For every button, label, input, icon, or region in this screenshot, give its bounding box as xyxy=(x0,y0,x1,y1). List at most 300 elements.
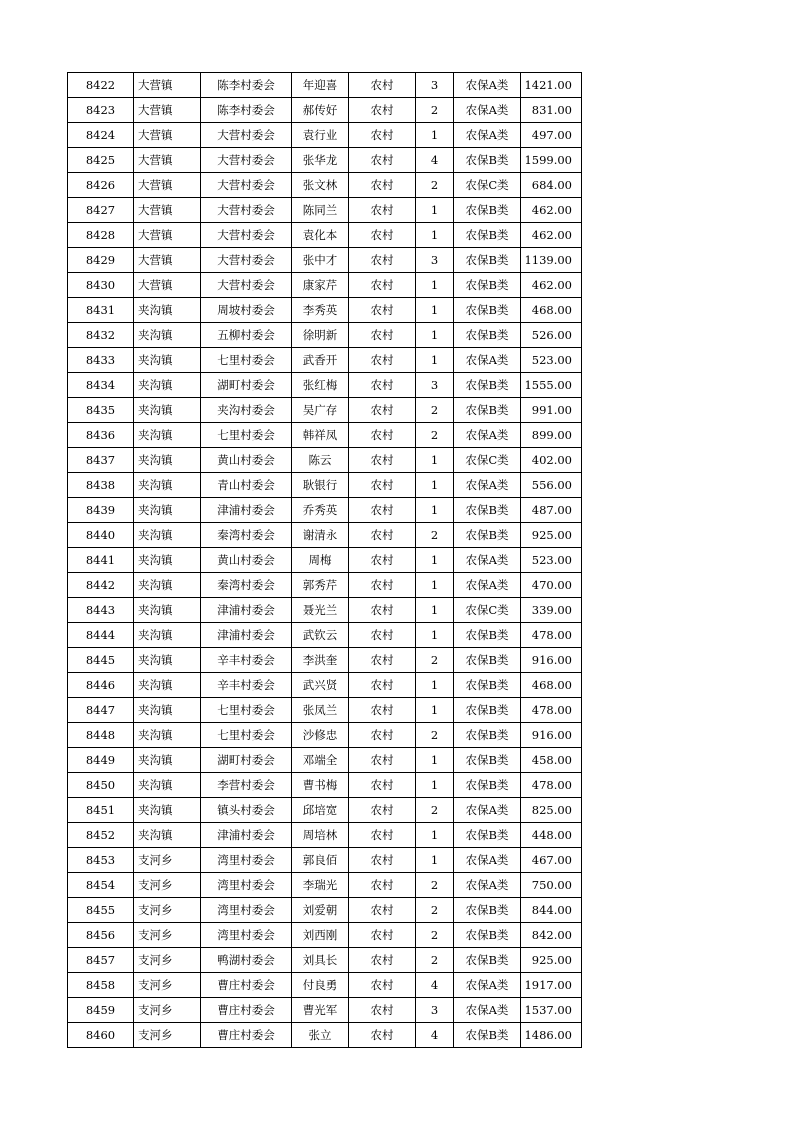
table-row xyxy=(68,348,582,373)
amount-cell: 1599.00 xyxy=(521,148,582,173)
category-cell: 农保B类 xyxy=(454,373,521,398)
town-cell: 大营镇 xyxy=(134,148,201,173)
household-type-cell: 农村 xyxy=(349,173,416,198)
town-cell: 支河乡 xyxy=(134,973,201,998)
village-committee-cell: 陈李村委会 xyxy=(201,98,292,123)
record-id-cell: 8429 xyxy=(68,248,134,273)
table-row xyxy=(68,798,582,823)
village-committee-cell: 青山村委会 xyxy=(201,473,292,498)
record-id-cell: 8433 xyxy=(68,348,134,373)
village-committee-cell: 湖町村委会 xyxy=(201,748,292,773)
village-committee-cell: 鸭湖村委会 xyxy=(201,948,292,973)
person-name-cell: 曹书梅 xyxy=(292,773,349,798)
member-count-cell: 1 xyxy=(416,848,454,873)
amount-cell: 844.00 xyxy=(521,898,582,923)
amount-cell: 458.00 xyxy=(521,748,582,773)
person-name-cell: 陈同兰 xyxy=(292,198,349,223)
person-name-cell: 徐明新 xyxy=(292,323,349,348)
amount-cell: 448.00 xyxy=(521,823,582,848)
table-row xyxy=(68,948,582,973)
town-cell: 大营镇 xyxy=(134,98,201,123)
table-row xyxy=(68,623,582,648)
record-id-cell: 8431 xyxy=(68,298,134,323)
household-type-cell: 农村 xyxy=(349,598,416,623)
village-committee-cell: 大营村委会 xyxy=(201,148,292,173)
record-id-cell: 8439 xyxy=(68,498,134,523)
category-cell: 农保B类 xyxy=(454,673,521,698)
member-count-cell: 3 xyxy=(416,998,454,1023)
table-row xyxy=(68,548,582,573)
person-name-cell: 刘爱朝 xyxy=(292,898,349,923)
member-count-cell: 1 xyxy=(416,298,454,323)
person-name-cell: 李瑞光 xyxy=(292,873,349,898)
record-id-cell: 8448 xyxy=(68,723,134,748)
village-committee-cell: 曹庄村委会 xyxy=(201,973,292,998)
record-id-cell: 8457 xyxy=(68,948,134,973)
record-id-cell: 8453 xyxy=(68,848,134,873)
amount-cell: 1421.00 xyxy=(521,73,582,98)
category-cell: 农保A类 xyxy=(454,573,521,598)
table-row xyxy=(68,98,582,123)
table-row xyxy=(68,373,582,398)
member-count-cell: 1 xyxy=(416,573,454,598)
category-cell: 农保B类 xyxy=(454,498,521,523)
person-name-cell: 周梅 xyxy=(292,548,349,573)
household-type-cell: 农村 xyxy=(349,73,416,98)
household-type-cell: 农村 xyxy=(349,548,416,573)
village-committee-cell: 黄山村委会 xyxy=(201,448,292,473)
amount-cell: 462.00 xyxy=(521,273,582,298)
town-cell: 大营镇 xyxy=(134,123,201,148)
household-type-cell: 农村 xyxy=(349,323,416,348)
town-cell: 夹沟镇 xyxy=(134,423,201,448)
amount-cell: 1537.00 xyxy=(521,998,582,1023)
amount-cell: 899.00 xyxy=(521,423,582,448)
household-type-cell: 农村 xyxy=(349,398,416,423)
household-type-cell: 农村 xyxy=(349,823,416,848)
person-name-cell: 张立 xyxy=(292,1023,349,1048)
town-cell: 夹沟镇 xyxy=(134,523,201,548)
category-cell: 农保A类 xyxy=(454,348,521,373)
person-name-cell: 年迎喜 xyxy=(292,73,349,98)
household-type-cell: 农村 xyxy=(349,798,416,823)
category-cell: 农保B类 xyxy=(454,923,521,948)
member-count-cell: 1 xyxy=(416,673,454,698)
household-type-cell: 农村 xyxy=(349,773,416,798)
record-id-cell: 8434 xyxy=(68,373,134,398)
category-cell: 农保A类 xyxy=(454,73,521,98)
town-cell: 夹沟镇 xyxy=(134,548,201,573)
member-count-cell: 1 xyxy=(416,698,454,723)
category-cell: 农保B类 xyxy=(454,398,521,423)
household-type-cell: 农村 xyxy=(349,623,416,648)
household-type-cell: 农村 xyxy=(349,948,416,973)
member-count-cell: 2 xyxy=(416,648,454,673)
household-type-cell: 农村 xyxy=(349,498,416,523)
amount-cell: 462.00 xyxy=(521,223,582,248)
town-cell: 夹沟镇 xyxy=(134,398,201,423)
village-committee-cell: 湾里村委会 xyxy=(201,873,292,898)
village-committee-cell: 大营村委会 xyxy=(201,273,292,298)
town-cell: 夹沟镇 xyxy=(134,673,201,698)
person-name-cell: 武钦云 xyxy=(292,623,349,648)
village-committee-cell: 李营村委会 xyxy=(201,773,292,798)
table-body xyxy=(68,73,582,1048)
household-type-cell: 农村 xyxy=(349,373,416,398)
category-cell: 农保B类 xyxy=(454,748,521,773)
table-row xyxy=(68,473,582,498)
member-count-cell: 4 xyxy=(416,1023,454,1048)
person-name-cell: 刘西刚 xyxy=(292,923,349,948)
category-cell: 农保B类 xyxy=(454,898,521,923)
member-count-cell: 1 xyxy=(416,323,454,348)
town-cell: 支河乡 xyxy=(134,923,201,948)
record-id-cell: 8432 xyxy=(68,323,134,348)
category-cell: 农保B类 xyxy=(454,698,521,723)
table-row xyxy=(68,448,582,473)
table-row xyxy=(68,873,582,898)
amount-cell: 1917.00 xyxy=(521,973,582,998)
amount-cell: 468.00 xyxy=(521,673,582,698)
record-id-cell: 8449 xyxy=(68,748,134,773)
village-committee-cell: 镇头村委会 xyxy=(201,798,292,823)
category-cell: 农保B类 xyxy=(454,948,521,973)
category-cell: 农保A类 xyxy=(454,123,521,148)
amount-cell: 916.00 xyxy=(521,723,582,748)
village-committee-cell: 七里村委会 xyxy=(201,698,292,723)
member-count-cell: 2 xyxy=(416,523,454,548)
member-count-cell: 1 xyxy=(416,448,454,473)
category-cell: 农保B类 xyxy=(454,248,521,273)
category-cell: 农保B类 xyxy=(454,323,521,348)
record-id-cell: 8426 xyxy=(68,173,134,198)
member-count-cell: 2 xyxy=(416,948,454,973)
record-id-cell: 8459 xyxy=(68,998,134,1023)
amount-cell: 750.00 xyxy=(521,873,582,898)
person-name-cell: 张凤兰 xyxy=(292,698,349,723)
household-type-cell: 农村 xyxy=(349,473,416,498)
town-cell: 夹沟镇 xyxy=(134,298,201,323)
table-row xyxy=(68,673,582,698)
town-cell: 夹沟镇 xyxy=(134,623,201,648)
person-name-cell: 郝传好 xyxy=(292,98,349,123)
category-cell: 农保B类 xyxy=(454,523,521,548)
town-cell: 大营镇 xyxy=(134,273,201,298)
table-row xyxy=(68,998,582,1023)
person-name-cell: 邓端全 xyxy=(292,748,349,773)
village-committee-cell: 津浦村委会 xyxy=(201,498,292,523)
household-type-cell: 农村 xyxy=(349,273,416,298)
table-row xyxy=(68,523,582,548)
town-cell: 支河乡 xyxy=(134,998,201,1023)
member-count-cell: 2 xyxy=(416,873,454,898)
household-type-cell: 农村 xyxy=(349,698,416,723)
amount-cell: 478.00 xyxy=(521,698,582,723)
record-id-cell: 8424 xyxy=(68,123,134,148)
record-id-cell: 8446 xyxy=(68,673,134,698)
table-row xyxy=(68,498,582,523)
record-id-cell: 8460 xyxy=(68,1023,134,1048)
town-cell: 夹沟镇 xyxy=(134,773,201,798)
household-type-cell: 农村 xyxy=(349,973,416,998)
town-cell: 支河乡 xyxy=(134,948,201,973)
member-count-cell: 2 xyxy=(416,898,454,923)
category-cell: 农保B类 xyxy=(454,773,521,798)
category-cell: 农保C类 xyxy=(454,448,521,473)
record-id-cell: 8436 xyxy=(68,423,134,448)
table-row xyxy=(68,198,582,223)
household-type-cell: 农村 xyxy=(349,898,416,923)
person-name-cell: 武兴贤 xyxy=(292,673,349,698)
record-id-cell: 8445 xyxy=(68,648,134,673)
category-cell: 农保A类 xyxy=(454,873,521,898)
category-cell: 农保B类 xyxy=(454,148,521,173)
record-id-cell: 8428 xyxy=(68,223,134,248)
town-cell: 夹沟镇 xyxy=(134,448,201,473)
category-cell: 农保B类 xyxy=(454,198,521,223)
person-name-cell: 周培林 xyxy=(292,823,349,848)
amount-cell: 487.00 xyxy=(521,498,582,523)
table-row xyxy=(68,848,582,873)
amount-cell: 523.00 xyxy=(521,548,582,573)
town-cell: 夹沟镇 xyxy=(134,373,201,398)
amount-cell: 1139.00 xyxy=(521,248,582,273)
category-cell: 农保B类 xyxy=(454,273,521,298)
household-type-cell: 农村 xyxy=(349,98,416,123)
member-count-cell: 3 xyxy=(416,248,454,273)
record-id-cell: 8425 xyxy=(68,148,134,173)
record-id-cell: 8435 xyxy=(68,398,134,423)
member-count-cell: 4 xyxy=(416,148,454,173)
record-id-cell: 8452 xyxy=(68,823,134,848)
record-id-cell: 8423 xyxy=(68,98,134,123)
amount-cell: 478.00 xyxy=(521,773,582,798)
village-committee-cell: 湾里村委会 xyxy=(201,848,292,873)
village-committee-cell: 曹庄村委会 xyxy=(201,998,292,1023)
person-name-cell: 张红梅 xyxy=(292,373,349,398)
household-type-cell: 农村 xyxy=(349,248,416,273)
category-cell: 农保A类 xyxy=(454,973,521,998)
person-name-cell: 郭良佰 xyxy=(292,848,349,873)
town-cell: 夹沟镇 xyxy=(134,823,201,848)
household-type-cell: 农村 xyxy=(349,448,416,473)
amount-cell: 470.00 xyxy=(521,573,582,598)
table-row xyxy=(68,823,582,848)
record-id-cell: 8427 xyxy=(68,198,134,223)
person-name-cell: 袁化本 xyxy=(292,223,349,248)
record-id-cell: 8440 xyxy=(68,523,134,548)
member-count-cell: 1 xyxy=(416,773,454,798)
village-committee-cell: 大营村委会 xyxy=(201,198,292,223)
town-cell: 支河乡 xyxy=(134,1023,201,1048)
member-count-cell: 3 xyxy=(416,373,454,398)
table-row xyxy=(68,773,582,798)
record-id-cell: 8454 xyxy=(68,873,134,898)
amount-cell: 402.00 xyxy=(521,448,582,473)
person-name-cell: 李秀英 xyxy=(292,298,349,323)
member-count-cell: 1 xyxy=(416,623,454,648)
table-row xyxy=(68,123,582,148)
category-cell: 农保C类 xyxy=(454,598,521,623)
village-committee-cell: 秦湾村委会 xyxy=(201,523,292,548)
household-type-cell: 农村 xyxy=(349,848,416,873)
person-name-cell: 张中才 xyxy=(292,248,349,273)
table-row xyxy=(68,323,582,348)
household-type-cell: 农村 xyxy=(349,423,416,448)
household-type-cell: 农村 xyxy=(349,123,416,148)
village-committee-cell: 七里村委会 xyxy=(201,723,292,748)
table-row xyxy=(68,698,582,723)
table-row xyxy=(68,748,582,773)
town-cell: 支河乡 xyxy=(134,898,201,923)
town-cell: 夹沟镇 xyxy=(134,798,201,823)
amount-cell: 526.00 xyxy=(521,323,582,348)
village-committee-cell: 七里村委会 xyxy=(201,423,292,448)
household-type-cell: 农村 xyxy=(349,723,416,748)
member-count-cell: 1 xyxy=(416,123,454,148)
person-name-cell: 刘具长 xyxy=(292,948,349,973)
person-name-cell: 陈云 xyxy=(292,448,349,473)
amount-cell: 991.00 xyxy=(521,398,582,423)
member-count-cell: 1 xyxy=(416,273,454,298)
amount-cell: 842.00 xyxy=(521,923,582,948)
member-count-cell: 1 xyxy=(416,223,454,248)
person-name-cell: 吴广存 xyxy=(292,398,349,423)
person-name-cell: 郭秀芹 xyxy=(292,573,349,598)
member-count-cell: 2 xyxy=(416,98,454,123)
category-cell: 农保C类 xyxy=(454,173,521,198)
record-id-cell: 8451 xyxy=(68,798,134,823)
person-name-cell: 乔秀英 xyxy=(292,498,349,523)
amount-cell: 925.00 xyxy=(521,523,582,548)
town-cell: 夹沟镇 xyxy=(134,723,201,748)
town-cell: 大营镇 xyxy=(134,173,201,198)
household-type-cell: 农村 xyxy=(349,873,416,898)
household-type-cell: 农村 xyxy=(349,523,416,548)
table-row xyxy=(68,898,582,923)
village-committee-cell: 夹沟村委会 xyxy=(201,398,292,423)
household-type-cell: 农村 xyxy=(349,1023,416,1048)
town-cell: 大营镇 xyxy=(134,248,201,273)
village-committee-cell: 湾里村委会 xyxy=(201,898,292,923)
town-cell: 大营镇 xyxy=(134,223,201,248)
category-cell: 农保B类 xyxy=(454,623,521,648)
town-cell: 夹沟镇 xyxy=(134,573,201,598)
village-committee-cell: 湖町村委会 xyxy=(201,373,292,398)
village-committee-cell: 津浦村委会 xyxy=(201,823,292,848)
town-cell: 大营镇 xyxy=(134,198,201,223)
village-committee-cell: 大营村委会 xyxy=(201,248,292,273)
table-row xyxy=(68,173,582,198)
member-count-cell: 2 xyxy=(416,723,454,748)
amount-cell: 523.00 xyxy=(521,348,582,373)
record-id-cell: 8443 xyxy=(68,598,134,623)
amount-cell: 825.00 xyxy=(521,798,582,823)
record-id-cell: 8441 xyxy=(68,548,134,573)
member-count-cell: 4 xyxy=(416,973,454,998)
person-name-cell: 张文林 xyxy=(292,173,349,198)
town-cell: 夹沟镇 xyxy=(134,348,201,373)
town-cell: 夹沟镇 xyxy=(134,748,201,773)
table-row xyxy=(68,973,582,998)
village-committee-cell: 周坡村委会 xyxy=(201,298,292,323)
record-id-cell: 8430 xyxy=(68,273,134,298)
village-committee-cell: 大营村委会 xyxy=(201,223,292,248)
table-row xyxy=(68,148,582,173)
category-cell: 农保A类 xyxy=(454,548,521,573)
table-row xyxy=(68,723,582,748)
household-type-cell: 农村 xyxy=(349,748,416,773)
household-type-cell: 农村 xyxy=(349,673,416,698)
record-id-cell: 8458 xyxy=(68,973,134,998)
category-cell: 农保A类 xyxy=(454,473,521,498)
table-row xyxy=(68,398,582,423)
person-name-cell: 谢清永 xyxy=(292,523,349,548)
household-type-cell: 农村 xyxy=(349,148,416,173)
village-committee-cell: 大营村委会 xyxy=(201,123,292,148)
amount-cell: 916.00 xyxy=(521,648,582,673)
record-id-cell: 8455 xyxy=(68,898,134,923)
village-committee-cell: 秦湾村委会 xyxy=(201,573,292,598)
town-cell: 支河乡 xyxy=(134,873,201,898)
person-name-cell: 李洪奎 xyxy=(292,648,349,673)
member-count-cell: 1 xyxy=(416,473,454,498)
village-committee-cell: 辛丰村委会 xyxy=(201,648,292,673)
table-row xyxy=(68,223,582,248)
village-committee-cell: 辛丰村委会 xyxy=(201,673,292,698)
town-cell: 夹沟镇 xyxy=(134,473,201,498)
person-name-cell: 康家芹 xyxy=(292,273,349,298)
person-name-cell: 聂光兰 xyxy=(292,598,349,623)
category-cell: 农保B类 xyxy=(454,223,521,248)
town-cell: 夹沟镇 xyxy=(134,323,201,348)
record-id-cell: 8437 xyxy=(68,448,134,473)
amount-cell: 1486.00 xyxy=(521,1023,582,1048)
table-row xyxy=(68,423,582,448)
category-cell: 农保B类 xyxy=(454,1023,521,1048)
village-committee-cell: 津浦村委会 xyxy=(201,598,292,623)
table-row xyxy=(68,648,582,673)
person-name-cell: 沙修忠 xyxy=(292,723,349,748)
table-row xyxy=(68,248,582,273)
person-name-cell: 付良勇 xyxy=(292,973,349,998)
amount-cell: 1555.00 xyxy=(521,373,582,398)
category-cell: 农保B类 xyxy=(454,648,521,673)
amount-cell: 925.00 xyxy=(521,948,582,973)
record-id-cell: 8450 xyxy=(68,773,134,798)
member-count-cell: 1 xyxy=(416,348,454,373)
household-type-cell: 农村 xyxy=(349,223,416,248)
person-name-cell: 曹光军 xyxy=(292,998,349,1023)
village-committee-cell: 曹庄村委会 xyxy=(201,1023,292,1048)
town-cell: 大营镇 xyxy=(134,73,201,98)
household-type-cell: 农村 xyxy=(349,198,416,223)
member-count-cell: 1 xyxy=(416,823,454,848)
member-count-cell: 1 xyxy=(416,198,454,223)
record-id-cell: 8422 xyxy=(68,73,134,98)
village-committee-cell: 湾里村委会 xyxy=(201,923,292,948)
village-committee-cell: 大营村委会 xyxy=(201,173,292,198)
village-committee-cell: 七里村委会 xyxy=(201,348,292,373)
amount-cell: 462.00 xyxy=(521,198,582,223)
table-row xyxy=(68,598,582,623)
amount-cell: 339.00 xyxy=(521,598,582,623)
amount-cell: 467.00 xyxy=(521,848,582,873)
household-type-cell: 农村 xyxy=(349,923,416,948)
member-count-cell: 1 xyxy=(416,748,454,773)
household-type-cell: 农村 xyxy=(349,298,416,323)
record-id-cell: 8447 xyxy=(68,698,134,723)
